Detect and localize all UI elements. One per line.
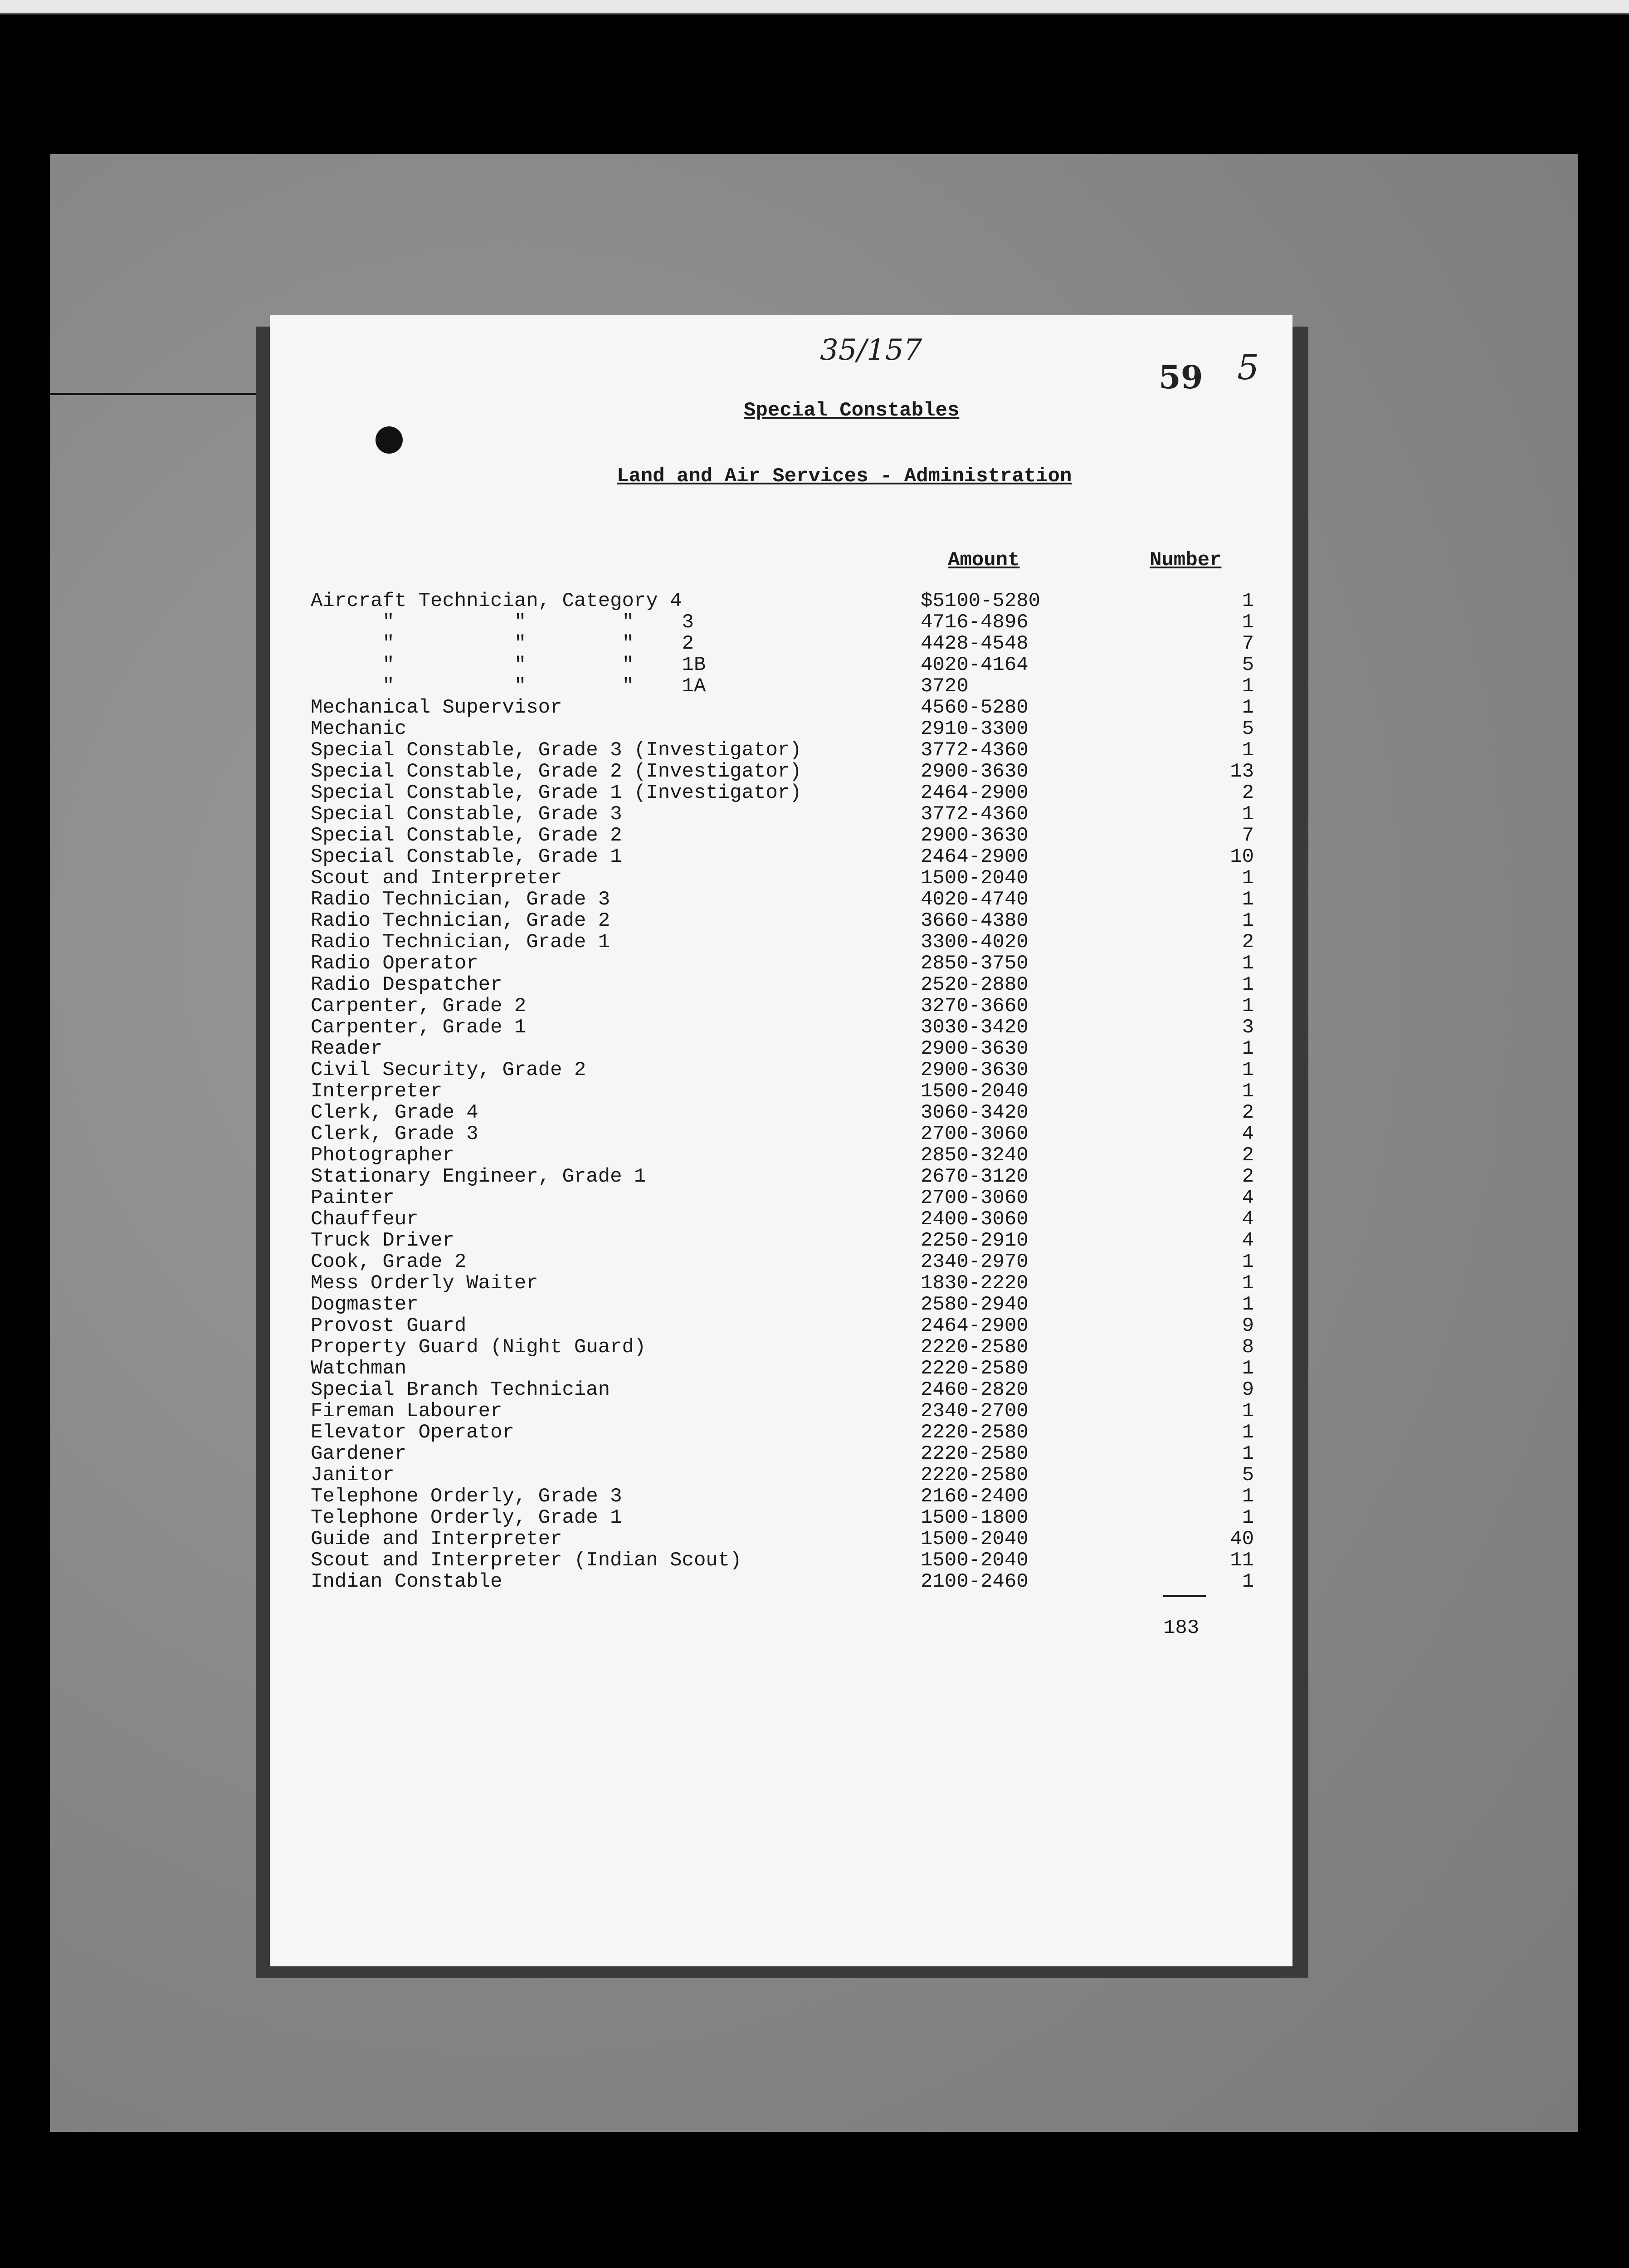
salary-amount: 3300-4020 xyxy=(921,931,1029,953)
table-row xyxy=(311,718,1263,739)
table-row xyxy=(311,696,1263,718)
table-row xyxy=(311,590,1263,611)
salary-amount: 4020-4740 xyxy=(921,888,1029,911)
position-count: 5 xyxy=(1242,718,1254,740)
salary-amount: 2400-3060 xyxy=(921,1208,1029,1231)
column-header-number: Number xyxy=(1150,549,1222,572)
punch-hole xyxy=(376,426,403,454)
position-count: 10 xyxy=(1230,846,1254,868)
position-title: Mechanic xyxy=(311,718,407,740)
table-row xyxy=(311,1293,1263,1315)
salary-amount: 2464-2900 xyxy=(921,1315,1029,1337)
position-count: 3 xyxy=(1242,1016,1254,1039)
position-title: Radio Technician, Grade 2 xyxy=(311,909,610,932)
position-title: Special Constable, Grade 2 xyxy=(311,824,622,847)
salary-amount: 3660-4380 xyxy=(921,909,1029,932)
position-count: 40 xyxy=(1230,1528,1254,1550)
position-title: " " " 3 xyxy=(311,611,694,634)
salary-amount: 3270-3660 xyxy=(921,995,1029,1017)
table-row xyxy=(311,1272,1263,1293)
position-count: 4 xyxy=(1242,1187,1254,1209)
table-row xyxy=(311,803,1263,824)
position-count: 1 xyxy=(1242,1251,1254,1273)
table-row xyxy=(311,1315,1263,1336)
position-title: Special Constable, Grade 2 (Investigator) xyxy=(311,760,802,783)
position-title: Aircraft Technician, Category 4 xyxy=(311,590,682,612)
position-count: 1 xyxy=(1242,1421,1254,1444)
salary-amount: 2850-3240 xyxy=(921,1144,1029,1167)
salary-amount: 3772-4360 xyxy=(921,739,1029,762)
table-row xyxy=(311,1101,1263,1123)
table-row xyxy=(311,760,1263,782)
total-rule xyxy=(1163,1595,1206,1597)
total-number: 183 xyxy=(1163,1617,1200,1639)
position-title: Telephone Orderly, Grade 1 xyxy=(311,1506,622,1529)
position-count: 1 xyxy=(1242,952,1254,975)
salary-amount: 2910-3300 xyxy=(921,718,1029,740)
position-count: 1 xyxy=(1242,1037,1254,1060)
salary-amount: 2340-2970 xyxy=(921,1251,1029,1273)
position-count: 1 xyxy=(1242,803,1254,826)
table-row xyxy=(311,782,1263,803)
position-title: Scout and Interpreter xyxy=(311,867,562,890)
position-count: 1 xyxy=(1242,1293,1254,1316)
position-count: 1 xyxy=(1242,1357,1254,1380)
position-count: 1 xyxy=(1242,1400,1254,1422)
position-count: 1 xyxy=(1242,1080,1254,1103)
position-count: 8 xyxy=(1242,1336,1254,1359)
salary-amount: 2580-2940 xyxy=(921,1293,1029,1316)
salary-amount: 1500-1800 xyxy=(921,1506,1029,1529)
salary-amount: 4428-4548 xyxy=(921,632,1029,655)
position-title: Property Guard (Night Guard) xyxy=(311,1336,646,1359)
position-count: 2 xyxy=(1242,782,1254,804)
position-count: 2 xyxy=(1242,1144,1254,1167)
table-row xyxy=(311,1442,1263,1464)
salary-amount: 3720 xyxy=(921,675,969,698)
salary-amount: 2900-3630 xyxy=(921,824,1029,847)
position-title: Clerk, Grade 3 xyxy=(311,1123,478,1145)
salary-amount: 2220-2580 xyxy=(921,1442,1029,1465)
salary-amount: 3772-4360 xyxy=(921,803,1029,826)
salary-amount: 2900-3630 xyxy=(921,760,1029,783)
position-count: 2 xyxy=(1242,1101,1254,1124)
table-row xyxy=(311,1464,1263,1485)
position-title: " " " 2 xyxy=(311,632,694,655)
position-count: 1 xyxy=(1242,611,1254,634)
table-row xyxy=(311,1251,1263,1272)
table-row xyxy=(311,1208,1263,1229)
position-count: 1 xyxy=(1242,888,1254,911)
position-count: 1 xyxy=(1242,1272,1254,1295)
salary-amount: 1830-2220 xyxy=(921,1272,1029,1295)
column-header-amount: Amount xyxy=(948,549,1020,572)
table-row xyxy=(311,867,1263,888)
table-row xyxy=(311,1506,1263,1528)
salary-amount: 3030-3420 xyxy=(921,1016,1029,1039)
salary-amount: 2220-2580 xyxy=(921,1357,1029,1380)
position-count: 1 xyxy=(1242,995,1254,1017)
table-row xyxy=(311,1229,1263,1251)
position-count: 1 xyxy=(1242,909,1254,932)
position-title: Civil Security, Grade 2 xyxy=(311,1059,586,1081)
table-row xyxy=(311,1080,1263,1101)
position-count: 4 xyxy=(1242,1123,1254,1145)
position-title: Special Constable, Grade 3 xyxy=(311,803,622,826)
position-title: Special Constable, Grade 1 xyxy=(311,846,622,868)
salary-amount: 2700-3060 xyxy=(921,1187,1029,1209)
position-count: 13 xyxy=(1230,760,1254,783)
position-count: 1 xyxy=(1242,1442,1254,1465)
table-row xyxy=(311,973,1263,995)
salary-amount: 2460-2820 xyxy=(921,1378,1029,1401)
salary-amount: 2100-2460 xyxy=(921,1570,1029,1593)
salary-amount: 2464-2900 xyxy=(921,846,1029,868)
position-title: Interpreter xyxy=(311,1080,443,1103)
table-row xyxy=(311,632,1263,654)
position-count: 5 xyxy=(1242,654,1254,676)
table-row xyxy=(311,909,1263,931)
table-row xyxy=(311,1549,1263,1570)
document-subtitle: Land and Air Services - Administration xyxy=(617,465,1072,488)
table-row xyxy=(311,1144,1263,1165)
position-count: 1 xyxy=(1242,1059,1254,1081)
document-title: Special Constables xyxy=(744,399,960,422)
salary-amount: 2340-2700 xyxy=(921,1400,1029,1422)
table-row xyxy=(311,654,1263,675)
position-count: 4 xyxy=(1242,1229,1254,1252)
position-title: Truck Driver xyxy=(311,1229,454,1252)
position-title: Radio Technician, Grade 3 xyxy=(311,888,610,911)
position-count: 7 xyxy=(1242,824,1254,847)
position-title: Special Constable, Grade 1 (Investigator) xyxy=(311,782,802,804)
salary-amount: 4716-4896 xyxy=(921,611,1029,634)
position-title: Radio Despatcher xyxy=(311,973,502,996)
position-title: Photographer xyxy=(311,1144,454,1167)
salary-amount: 2900-3630 xyxy=(921,1037,1029,1060)
table-row xyxy=(311,1016,1263,1037)
page-number: 59 xyxy=(1159,358,1203,396)
table-row xyxy=(311,1059,1263,1080)
salary-amount: 2220-2580 xyxy=(921,1464,1029,1486)
table-row xyxy=(311,1485,1263,1506)
table-row xyxy=(311,675,1263,696)
position-title: Carpenter, Grade 2 xyxy=(311,995,527,1017)
position-title: Radio Operator xyxy=(311,952,478,975)
salary-amount: 2850-3750 xyxy=(921,952,1029,975)
position-title: Special Branch Technician xyxy=(311,1378,610,1401)
position-title: Special Constable, Grade 3 (Investigator) xyxy=(311,739,802,762)
table-row xyxy=(311,1378,1263,1400)
salary-amount: 2464-2900 xyxy=(921,782,1029,804)
position-title: Mess Orderly Waiter xyxy=(311,1272,538,1295)
position-title: Janitor xyxy=(311,1464,395,1486)
salary-amount: 1500-2040 xyxy=(921,867,1029,890)
table-row xyxy=(311,1187,1263,1208)
table-row xyxy=(311,888,1263,909)
position-count: 9 xyxy=(1242,1315,1254,1337)
position-count: 1 xyxy=(1242,696,1254,719)
position-title: Scout and Interpreter (Indian Scout) xyxy=(311,1549,742,1572)
position-count: 1 xyxy=(1242,590,1254,612)
position-count: 5 xyxy=(1242,1464,1254,1486)
salary-amount: 3060-3420 xyxy=(921,1101,1029,1124)
table-row xyxy=(311,739,1263,760)
position-table xyxy=(311,590,1263,1592)
film-top-edge xyxy=(0,0,1629,15)
salary-amount: 2250-2910 xyxy=(921,1229,1029,1252)
table-row xyxy=(311,1336,1263,1357)
table-row xyxy=(311,952,1263,973)
position-title: Fireman Labourer xyxy=(311,1400,502,1422)
position-count: 9 xyxy=(1242,1378,1254,1401)
position-title: Stationary Engineer, Grade 1 xyxy=(311,1165,646,1188)
position-count: 1 xyxy=(1242,1570,1254,1593)
handwritten-mark: 5 xyxy=(1237,347,1259,387)
position-title: Cook, Grade 2 xyxy=(311,1251,467,1273)
position-title: Painter xyxy=(311,1187,395,1209)
salary-amount: $5100-5280 xyxy=(921,590,1041,612)
salary-amount: 4020-4164 xyxy=(921,654,1029,676)
position-title: Guide and Interpreter xyxy=(311,1528,562,1550)
salary-amount: 1500-2040 xyxy=(921,1528,1029,1550)
table-row xyxy=(311,824,1263,846)
salary-amount: 2220-2580 xyxy=(921,1336,1029,1359)
table-row xyxy=(311,1528,1263,1549)
position-title: Clerk, Grade 4 xyxy=(311,1101,478,1124)
salary-amount: 2160-2400 xyxy=(921,1485,1029,1508)
table-row xyxy=(311,611,1263,632)
handwritten-reference: 35/157 xyxy=(820,333,922,367)
position-count: 1 xyxy=(1242,1485,1254,1508)
position-title: Reader xyxy=(311,1037,383,1060)
position-title: Indian Constable xyxy=(311,1570,502,1593)
position-title: Mechanical Supervisor xyxy=(311,696,562,719)
table-row xyxy=(311,995,1263,1016)
position-count: 4 xyxy=(1242,1208,1254,1231)
table-row xyxy=(311,1400,1263,1421)
position-title: " " " 1B xyxy=(311,654,706,676)
salary-amount: 2700-3060 xyxy=(921,1123,1029,1145)
position-title: Provost Guard xyxy=(311,1315,467,1337)
salary-amount: 2900-3630 xyxy=(921,1059,1029,1081)
salary-amount: 1500-2040 xyxy=(921,1549,1029,1572)
position-count: 1 xyxy=(1242,973,1254,996)
table-row xyxy=(311,1037,1263,1059)
table-row xyxy=(311,1570,1263,1592)
table-row xyxy=(311,931,1263,952)
position-count: 1 xyxy=(1242,675,1254,698)
position-count: 1 xyxy=(1242,739,1254,762)
table-row xyxy=(311,1165,1263,1187)
salary-amount: 4560-5280 xyxy=(921,696,1029,719)
salary-amount: 2520-2880 xyxy=(921,973,1029,996)
table-row xyxy=(311,846,1263,867)
position-title: Watchman xyxy=(311,1357,407,1380)
salary-amount: 1500-2040 xyxy=(921,1080,1029,1103)
position-count: 1 xyxy=(1242,867,1254,890)
position-count: 11 xyxy=(1230,1549,1254,1572)
position-title: " " " 1A xyxy=(311,675,706,698)
position-count: 1 xyxy=(1242,1506,1254,1529)
position-title: Carpenter, Grade 1 xyxy=(311,1016,527,1039)
position-title: Gardener xyxy=(311,1442,407,1465)
table-row xyxy=(311,1357,1263,1378)
position-count: 7 xyxy=(1242,632,1254,655)
position-title: Elevator Operator xyxy=(311,1421,514,1444)
salary-amount: 2670-3120 xyxy=(921,1165,1029,1188)
position-title: Dogmaster xyxy=(311,1293,419,1316)
table-row xyxy=(311,1123,1263,1144)
salary-amount: 2220-2580 xyxy=(921,1421,1029,1444)
table-row xyxy=(311,1421,1263,1442)
position-title: Telephone Orderly, Grade 3 xyxy=(311,1485,622,1508)
position-count: 2 xyxy=(1242,1165,1254,1188)
position-title: Chauffeur xyxy=(311,1208,419,1231)
position-count: 2 xyxy=(1242,931,1254,953)
position-title: Radio Technician, Grade 1 xyxy=(311,931,610,953)
